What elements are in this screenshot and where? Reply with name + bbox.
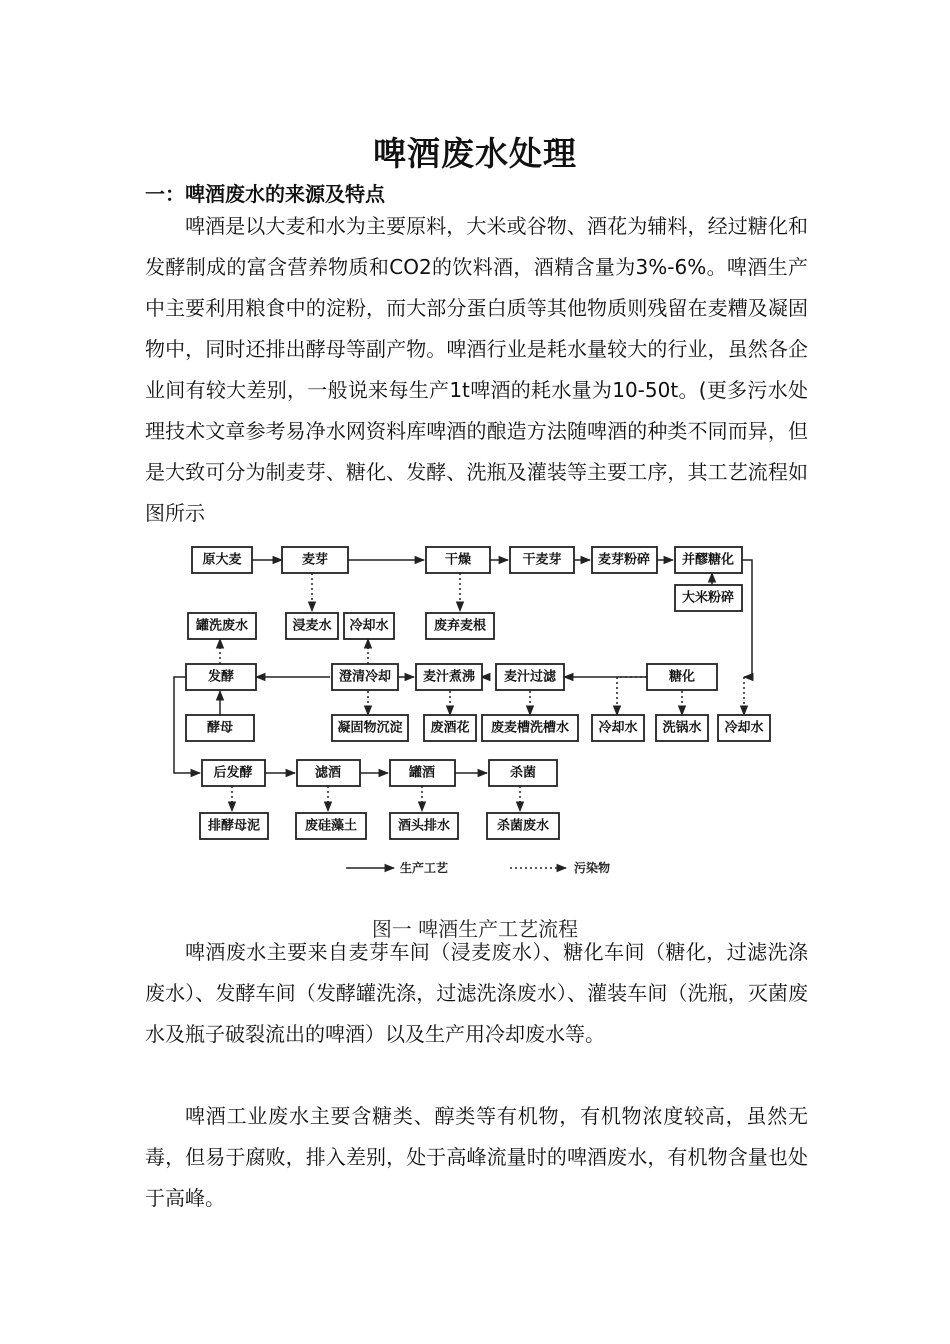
node-tanghua bbox=[647, 664, 717, 690]
node-maiya bbox=[282, 547, 348, 573]
section-heading: 一：啤酒废水的来源及特点 bbox=[145, 182, 385, 206]
node-label: 滤酒 bbox=[314, 765, 342, 781]
node-label: 酒头排水 bbox=[397, 818, 451, 834]
node-label: 并醪糖化 bbox=[681, 552, 735, 568]
node-shajunfeishui bbox=[487, 813, 559, 839]
node-lengqueshui-1 bbox=[344, 613, 394, 639]
node-feiqimaigen bbox=[426, 613, 494, 639]
node-label: 后发酵 bbox=[213, 765, 253, 781]
node-label: 麦汁过滤 bbox=[503, 669, 557, 685]
legend-production-label: 生产工艺 bbox=[400, 861, 449, 875]
node-feijiuhua bbox=[424, 715, 476, 741]
node-guanxifeishui bbox=[188, 613, 256, 639]
node-label: 干燥 bbox=[444, 552, 472, 568]
node-label: 罐酒 bbox=[408, 765, 436, 781]
node-label: 排酵母泥 bbox=[207, 818, 261, 834]
node-binglaotanghua bbox=[675, 547, 742, 573]
node-maiyafensui bbox=[592, 547, 657, 573]
paragraph-sources: 啤酒废水主要来自麦芽车间（浸麦废水）、糖化车间（糖化，过滤洗涤废水）、发酵车间（发酵罐洗涤，过滤洗涤废水）、灌装车间（洗瓶，灭菌废水及瓶子破裂流出的啤酒）以及生产用冷却废水等。 bbox=[145, 940, 808, 1046]
node-feimaicaoxicaoshui bbox=[482, 715, 578, 741]
process-flowchart bbox=[160, 535, 790, 880]
node-maizhiguolv bbox=[496, 664, 564, 690]
node-jiutoupaishui bbox=[390, 813, 458, 839]
node-houfajiao bbox=[202, 760, 265, 786]
node-label: 杀菌废水 bbox=[496, 818, 550, 834]
node-label: 废弃麦根 bbox=[433, 618, 487, 634]
node-label: 洗锅水 bbox=[662, 720, 702, 736]
node-paijiaomuni bbox=[200, 813, 268, 839]
node-lvjiu bbox=[297, 760, 360, 786]
node-xiguoshui bbox=[656, 715, 708, 741]
legend-pollutant-label: 污染物 bbox=[574, 861, 611, 875]
node-shajun bbox=[489, 760, 557, 786]
node-label: 冷却水 bbox=[349, 618, 389, 634]
node-jiaomu bbox=[186, 715, 254, 741]
node-label: 麦汁煮沸 bbox=[422, 669, 476, 685]
paragraph-intro: 啤酒是以大麦和水为主要原料，大米或谷物、酒花为辅料，经过糖化和发酵制成的富含营养物质和CO2的饮料酒，酒精含量为3%-6%。啤酒生产中主要利用粮食中的淀粉，而大部分蛋白质等其他物质则残留在麦糟及凝固物中，同时还排出酵母等副产物。啤酒行业是耗水量较大的行业，虽然各企业间有较大差别，一般说来每生产1t啤酒的耗水量为10-50t。(更多污水处理技术文章参考易净水网资料库啤酒的酿造方法随啤酒的种类不同而异，但是大致可分为制麦芽、糖化、发酵、洗瓶及灌装等主要工序，其工艺流程如图所示 bbox=[145, 214, 808, 525]
node-lengqueshui-2 bbox=[592, 715, 644, 741]
node-label: 麦芽 bbox=[301, 552, 329, 568]
paragraph-characteristics: 啤酒工业废水主要含糖类、醇类等有机物，有机物浓度较高，虽然无毒，但易于腐败，排入差别，处于高峰流量时的啤酒废水，有机物含量也处于高峰。 bbox=[145, 1104, 808, 1210]
node-label: 废麦槽洗槽水 bbox=[490, 720, 570, 736]
node-lengqueshui-3 bbox=[718, 715, 770, 741]
node-label: 罐洗废水 bbox=[195, 618, 249, 634]
node-label: 麦芽粉碎 bbox=[597, 552, 651, 568]
node-label: 冷却水 bbox=[724, 720, 764, 736]
node-label: 杀菌 bbox=[509, 765, 537, 781]
figure-caption: 图一 啤酒生产工艺流程 bbox=[371, 917, 579, 941]
node-label: 澄清冷却 bbox=[338, 669, 392, 685]
node-damifensui bbox=[675, 585, 742, 611]
node-fajiao bbox=[186, 664, 256, 690]
node-label: 废硅藻土 bbox=[304, 818, 358, 834]
page-title: 啤酒废水处理 bbox=[373, 134, 577, 173]
legend bbox=[346, 860, 610, 875]
node-ninggutiwuchendian bbox=[332, 715, 408, 741]
node-feiguizaotu bbox=[296, 813, 366, 839]
node-label: 大米粉碎 bbox=[681, 590, 735, 606]
node-label: 糖化 bbox=[668, 669, 696, 685]
node-guanjiu bbox=[390, 760, 455, 786]
node-label: 原大麦 bbox=[202, 552, 242, 568]
node-chengqinglengque bbox=[332, 664, 398, 690]
node-label: 酵母 bbox=[206, 720, 234, 736]
node-label: 冷却水 bbox=[598, 720, 638, 736]
node-label: 凝固物沉淀 bbox=[337, 720, 403, 736]
node-ganzao bbox=[426, 547, 490, 573]
node-label: 发酵 bbox=[207, 669, 235, 685]
node-label: 浸麦水 bbox=[292, 618, 332, 634]
node-maizhizhufei bbox=[416, 664, 482, 690]
node-label: 废酒花 bbox=[430, 720, 470, 736]
node-yuandamai bbox=[192, 547, 252, 573]
node-ganmaiya bbox=[510, 547, 574, 573]
node-label: 干麦芽 bbox=[522, 552, 562, 568]
node-jinmaishui bbox=[286, 613, 338, 639]
